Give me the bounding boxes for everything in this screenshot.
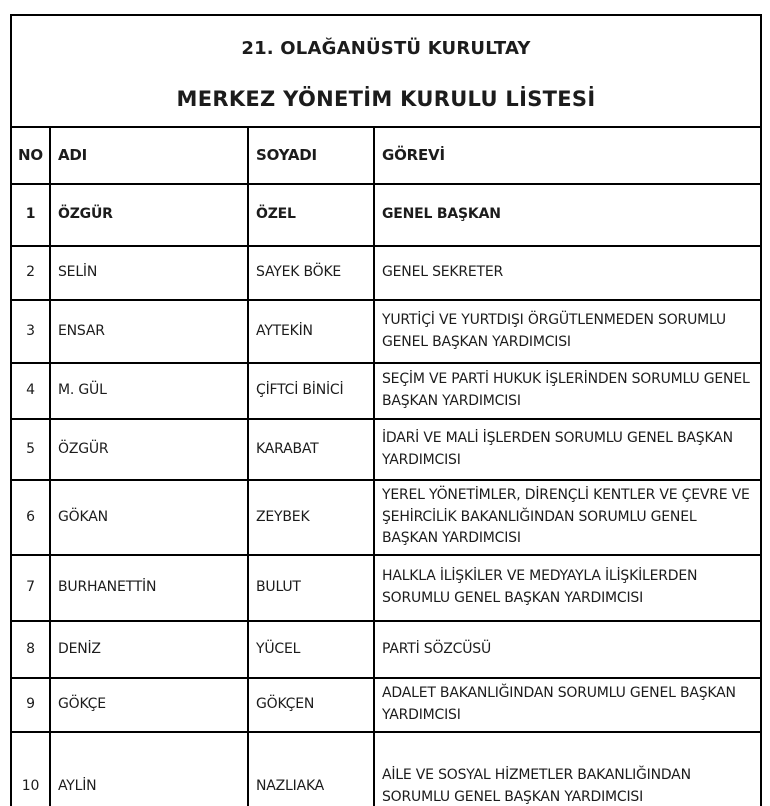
cell-no: 10	[12, 733, 51, 806]
cell-no: 8	[12, 622, 51, 677]
table-row	[12, 481, 760, 556]
cell-gorevi: İDARİ VE MALİ İŞLERDEN SORUMLU GENEL BAŞKAN YARDIMCISI	[382, 429, 733, 468]
document-page	[10, 14, 762, 806]
cell-no: 1	[12, 185, 51, 245]
cell-soyadi: NAZLIAKA	[249, 733, 375, 806]
cell-soyadi: BULUT	[249, 556, 375, 620]
list-title: MERKEZ YÖNETİM KURULU LİSTESİ	[176, 87, 596, 111]
cell-adi: GÖKAN	[51, 481, 249, 554]
cell-gorevi: AİLE VE SOSYAL HİZMETLER BAKANLIĞINDAN SORUMLU GENEL BAŞKAN YARDIMCISI	[382, 767, 691, 806]
column-header-no: NO	[12, 128, 51, 183]
column-header-soyadi: SOYADI	[249, 128, 375, 183]
cell-adi: DENİZ	[51, 622, 249, 677]
table-body	[12, 185, 760, 806]
cell-gorevi: ADALET BAKANLIĞINDAN SORUMLU GENEL BAŞKAN YARDIMCISI	[382, 685, 736, 724]
cell-no: 2	[12, 247, 51, 299]
table-row	[12, 733, 760, 806]
cell-no: 3	[12, 301, 51, 362]
cell-no: 4	[12, 364, 51, 418]
table-row	[12, 364, 760, 420]
cell-gorevi: YEREL YÖNETİMLER, DİRENÇLİ KENTLER VE ÇEVRE VE ŞEHİRCİLİK BAKANLIĞINDAN SORUMLU GENEL BAŞKAN YARDIMCISI	[382, 487, 750, 547]
table-row	[12, 556, 760, 622]
cell-soyadi: YÜCEL	[249, 622, 375, 677]
cell-no: 7	[12, 556, 51, 620]
cell-no: 5	[12, 420, 51, 479]
cell-adi: ENSAR	[51, 301, 249, 362]
cell-adi: BURHANETTİN	[51, 556, 249, 620]
cell-soyadi: ZEYBEK	[249, 481, 375, 554]
board-list-table	[10, 14, 762, 806]
cell-no: 9	[12, 679, 51, 731]
column-header-adi: ADI	[51, 128, 249, 183]
table-header-row	[12, 128, 760, 185]
cell-soyadi: ÖZEL	[249, 185, 375, 245]
table-row	[12, 301, 760, 364]
congress-title: 21. OLAĞANÜSTÜ KURULTAY	[241, 38, 531, 59]
table-row	[12, 185, 760, 247]
column-header-gorevi: GÖREVİ	[382, 145, 445, 164]
table-row	[12, 622, 760, 679]
cell-soyadi: GÖKÇEN	[249, 679, 375, 731]
cell-adi: SELİN	[51, 247, 249, 299]
cell-soyadi: AYTEKİN	[249, 301, 375, 362]
cell-gorevi: HALKLA İLİŞKİLER VE MEDYAYLA İLİŞKİLERDEN SORUMLU GENEL BAŞKAN YARDIMCISI	[382, 568, 698, 607]
cell-adi: GÖKÇE	[51, 679, 249, 731]
cell-adi: M. GÜL	[51, 364, 249, 418]
cell-adi: ÖZGÜR	[51, 420, 249, 479]
cell-adi: AYLİN	[51, 733, 249, 806]
cell-gorevi: SEÇİM VE PARTİ HUKUK İŞLERİNDEN SORUMLU GENEL BAŞKAN YARDIMCISI	[382, 371, 750, 409]
cell-gorevi: YURTİÇİ VE YURTDIŞI ÖRGÜTLENMEDEN SORUMLU GENEL BAŞKAN YARDIMCISI	[382, 311, 726, 350]
cell-soyadi: KARABAT	[249, 420, 375, 479]
cell-gorevi: GENEL SEKRETER	[382, 264, 504, 281]
cell-soyadi: SAYEK BÖKE	[249, 247, 375, 299]
table-row	[12, 679, 760, 733]
table-row	[12, 420, 760, 481]
cell-adi: ÖZGÜR	[51, 185, 249, 245]
table-row	[12, 247, 760, 301]
cell-soyadi: ÇİFTCİ BİNİCİ	[249, 364, 375, 418]
cell-gorevi: GENEL BAŞKAN	[382, 206, 501, 223]
document-header	[12, 16, 760, 128]
cell-gorevi: PARTİ SÖZCÜSÜ	[382, 640, 492, 657]
cell-no: 6	[12, 481, 51, 554]
